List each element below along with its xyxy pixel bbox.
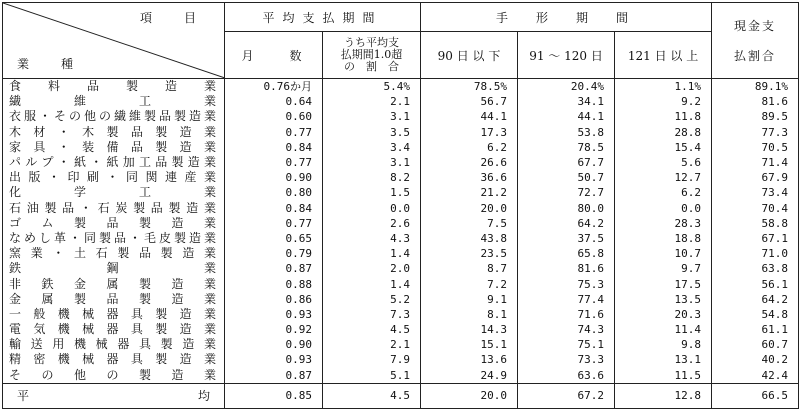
cash-ratio-header-line2: 払割合	[734, 48, 777, 63]
payment-period-table	[2, 2, 799, 409]
table-row	[3, 368, 799, 384]
average-months: 0.85	[225, 383, 323, 408]
cash-ratio-value: 81.6	[761, 95, 789, 109]
industry-name: 食料品製造業	[3, 79, 225, 95]
average-bill-90: 20.0	[421, 383, 518, 408]
months-value: 0.77	[225, 125, 323, 140]
table-row	[3, 231, 799, 246]
months-value: 0.90	[225, 337, 323, 352]
average-cash-ratio: 66.5	[712, 383, 799, 408]
bill-120-value: 63.6	[518, 368, 615, 384]
table-row	[3, 216, 799, 231]
bill-121-value: 11.4	[615, 322, 712, 337]
cash-ratio-value: 73.4	[761, 186, 789, 200]
industry-name: 木材・木製品製造業	[3, 125, 225, 140]
bill-120-value: 20.4%	[518, 79, 615, 95]
bill-121-days-header: 121 日 以 上	[615, 32, 712, 79]
table-row	[3, 276, 799, 291]
bill-91-120-days-header: 91 ～ 120 日	[518, 32, 615, 79]
bill-120-value: 50.7	[518, 170, 615, 185]
bill-90-value: 21.2	[421, 185, 518, 200]
bill-121-value: 13.5	[615, 292, 712, 307]
bill-90-value: 44.1	[421, 109, 518, 124]
bill-121-value: 15.4	[615, 140, 712, 155]
industry-name: 家具・装備品製造業	[3, 140, 225, 155]
industry-name: 一般機械器具製造業	[3, 307, 225, 322]
over-ratio-column-header	[323, 32, 421, 79]
cash-ratio-value: 71.4	[761, 156, 789, 170]
bill-90-value: 14.3	[421, 322, 518, 337]
over-ratio-header-line2: 払期間1.0超	[340, 48, 403, 61]
bill-90-value: 17.3	[421, 125, 518, 140]
bill-121-value: 10.7	[615, 246, 712, 261]
cash-ratio-value: 71.0	[761, 247, 789, 261]
bill-120-value: 73.3	[518, 352, 615, 367]
table-row	[3, 292, 799, 307]
bill-121-value: 20.3	[615, 307, 712, 322]
over-ratio-value: 3.1	[323, 109, 421, 124]
payment-period-group-header: 平均支払期間	[225, 3, 421, 32]
cash-ratio-value: 42.4	[761, 368, 789, 382]
industry-name: 窯業・土石製品製造業	[3, 246, 225, 261]
months-value: 0.86	[225, 292, 323, 307]
months-value: 0.77	[225, 216, 323, 231]
industry-name: その他の製造業	[3, 368, 225, 384]
average-label: 平 均	[3, 383, 225, 408]
table-row	[3, 201, 799, 216]
corner-header-cell	[3, 3, 225, 79]
over-ratio-value: 5.4%	[323, 79, 421, 95]
bill-120-value: 34.1	[518, 94, 615, 109]
cash-ratio-value: 67.1	[761, 231, 789, 245]
average-bill-120: 67.2	[518, 383, 615, 408]
bill-121-value: 5.6	[615, 155, 712, 170]
bill-120-value: 80.0	[518, 201, 615, 216]
cash-ratio-value: 64.2	[761, 292, 789, 306]
months-value: 0.90	[225, 170, 323, 185]
table-row	[3, 140, 799, 155]
bill-120-value: 78.5	[518, 140, 615, 155]
bill-120-value: 77.4	[518, 292, 615, 307]
bill-120-value: 75.3	[518, 276, 615, 291]
over-ratio-value: 2.6	[323, 216, 421, 231]
industry-name: 輸送用機械器具製造業	[3, 337, 225, 352]
over-ratio-value: 7.9	[323, 352, 421, 367]
bill-90-value: 6.2	[421, 140, 518, 155]
industry-name: 非鉄金属製造業	[3, 276, 225, 291]
bill-90-value: 13.6	[421, 352, 518, 367]
table-row	[3, 94, 799, 109]
bill-120-value: 71.6	[518, 307, 615, 322]
cash-ratio-value: 89.1%	[754, 80, 789, 94]
cash-ratio-value: 70.4	[761, 201, 789, 215]
months-value: 0.84	[225, 201, 323, 216]
bill-120-value: 44.1	[518, 109, 615, 124]
bill-121-value: 13.1	[615, 352, 712, 367]
cash-ratio-value: 60.7	[761, 338, 789, 352]
industry-name: 電気機械器具製造業	[3, 322, 225, 337]
months-value: 0.87	[225, 368, 323, 384]
bill-90-value: 56.7	[421, 94, 518, 109]
over-ratio-header-line3: の 割 合	[344, 60, 399, 73]
over-ratio-value: 1.4	[323, 276, 421, 291]
over-ratio-value: 3.4	[323, 140, 421, 155]
industry-name: なめし革・同製品・毛皮製造業	[3, 231, 225, 246]
over-ratio-value: 8.2	[323, 170, 421, 185]
months-value: 0.64	[225, 94, 323, 109]
cash-ratio-value: 61.1	[761, 323, 789, 337]
payment-table-sheet	[2, 2, 798, 407]
over-ratio-value: 5.1	[323, 368, 421, 384]
months-column-header: 月 数	[225, 32, 323, 79]
over-ratio-value: 2.1	[323, 337, 421, 352]
bill-121-value: 1.1%	[615, 79, 712, 95]
industry-name: 鉄鋼業	[3, 261, 225, 276]
table-row	[3, 337, 799, 352]
bill-121-value: 28.3	[615, 216, 712, 231]
months-value: 0.93	[225, 352, 323, 367]
bill-period-group-header: 手 形 期 間	[421, 3, 712, 32]
industry-name: ゴム製品製造業	[3, 216, 225, 231]
over-ratio-value: 3.1	[323, 155, 421, 170]
cash-ratio-value: 54.8	[761, 307, 789, 321]
cash-ratio-value: 63.8	[761, 262, 789, 276]
cash-ratio-value: 40.2	[761, 353, 789, 367]
bill-90-days-header: 90 日 以 下	[421, 32, 518, 79]
months-value: 0.84	[225, 140, 323, 155]
industry-name: 繊維工業	[3, 94, 225, 109]
months-value: 0.77	[225, 155, 323, 170]
months-value: 0.92	[225, 322, 323, 337]
bill-121-value: 0.0	[615, 201, 712, 216]
bill-120-value: 72.7	[518, 185, 615, 200]
over-ratio-value: 5.2	[323, 292, 421, 307]
over-ratio-value: 4.5	[323, 322, 421, 337]
bill-120-value: 65.8	[518, 246, 615, 261]
cash-ratio-value: 77.3	[761, 125, 789, 139]
over-ratio-value: 4.3	[323, 231, 421, 246]
cash-ratio-value: 56.1	[761, 277, 789, 291]
bill-120-value: 81.6	[518, 261, 615, 276]
bill-120-value: 64.2	[518, 216, 615, 231]
bill-90-value: 23.5	[421, 246, 518, 261]
months-value: 0.88	[225, 276, 323, 291]
months-value: 0.60	[225, 109, 323, 124]
bill-121-value: 11.8	[615, 109, 712, 124]
cash-ratio-header-line1: 現金支	[734, 18, 777, 33]
bill-90-value: 15.1	[421, 337, 518, 352]
table-row	[3, 352, 799, 367]
bill-121-value: 17.5	[615, 276, 712, 291]
bill-120-value: 53.8	[518, 125, 615, 140]
table-row	[3, 322, 799, 337]
cash-ratio-header	[712, 3, 799, 79]
bill-120-value: 74.3	[518, 322, 615, 337]
bill-90-value: 78.5%	[421, 79, 518, 95]
bill-121-value: 9.8	[615, 337, 712, 352]
industry-name: 石油製品・石炭製品製造業	[3, 201, 225, 216]
over-ratio-value: 1.4	[323, 246, 421, 261]
table-row	[3, 79, 799, 95]
industry-name: 化学工業	[3, 185, 225, 200]
months-value: 0.79	[225, 246, 323, 261]
bill-90-value: 8.7	[421, 261, 518, 276]
cash-ratio-value: 89.5	[761, 110, 789, 124]
average-over-ratio: 4.5	[323, 383, 421, 408]
months-value: 0.80	[225, 185, 323, 200]
bill-90-value: 36.6	[421, 170, 518, 185]
over-ratio-value: 7.3	[323, 307, 421, 322]
cash-ratio-value: 70.5	[761, 140, 789, 154]
industry-header-label: 業 種	[17, 57, 84, 71]
industry-name: パルプ・紙・紙加工品製造業	[3, 155, 225, 170]
bill-121-value: 9.7	[615, 261, 712, 276]
bill-121-value: 12.7	[615, 170, 712, 185]
bill-121-value: 28.8	[615, 125, 712, 140]
bill-121-value: 11.5	[615, 368, 712, 384]
bill-90-value: 20.0	[421, 201, 518, 216]
bill-120-value: 75.1	[518, 337, 615, 352]
industry-name: 衣服・その他の繊維製品製造業	[3, 109, 225, 124]
bill-90-value: 26.6	[421, 155, 518, 170]
months-value: 0.76か月	[225, 79, 323, 95]
months-value: 0.93	[225, 307, 323, 322]
bill-90-value: 8.1	[421, 307, 518, 322]
average-row	[3, 383, 799, 408]
over-ratio-value: 2.0	[323, 261, 421, 276]
item-header-label: 項 目	[139, 11, 206, 25]
months-value: 0.65	[225, 231, 323, 246]
table-row	[3, 185, 799, 200]
bill-90-value: 7.5	[421, 216, 518, 231]
table-row	[3, 125, 799, 140]
table-row	[3, 170, 799, 185]
bill-90-value: 9.1	[421, 292, 518, 307]
bill-120-value: 37.5	[518, 231, 615, 246]
table-row	[3, 155, 799, 170]
industry-rows	[3, 79, 799, 384]
bill-121-value: 18.8	[615, 231, 712, 246]
bill-121-value: 6.2	[615, 185, 712, 200]
industry-name: 精密機械器具製造業	[3, 352, 225, 367]
table-row	[3, 109, 799, 124]
industry-name: 出版・印刷・同関連産業	[3, 170, 225, 185]
cash-ratio-value: 58.8	[761, 216, 789, 230]
bill-121-value: 9.2	[615, 94, 712, 109]
table-row	[3, 246, 799, 261]
over-ratio-value: 2.1	[323, 94, 421, 109]
months-value: 0.87	[225, 261, 323, 276]
cash-ratio-value: 67.9	[761, 171, 789, 185]
table-row	[3, 307, 799, 322]
over-ratio-value: 1.5	[323, 185, 421, 200]
bill-90-value: 7.2	[421, 276, 518, 291]
average-bill-121: 12.8	[615, 383, 712, 408]
bill-90-value: 43.8	[421, 231, 518, 246]
industry-name: 金属製品製造業	[3, 292, 225, 307]
over-ratio-value: 3.5	[323, 125, 421, 140]
table-row	[3, 261, 799, 276]
bill-90-value: 24.9	[421, 368, 518, 384]
over-ratio-header-line1: うち平均支	[344, 36, 399, 49]
over-ratio-value: 0.0	[323, 201, 421, 216]
bill-120-value: 67.7	[518, 155, 615, 170]
